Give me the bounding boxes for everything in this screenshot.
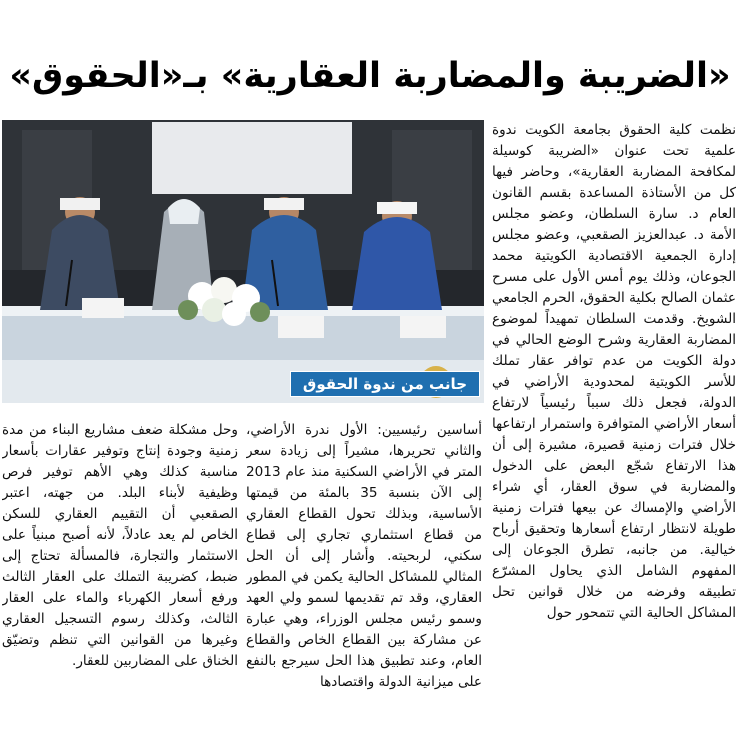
headline: «الضريبة والمضاربة العقارية» بـ«الحقوق» — [9, 56, 731, 96]
article-paragraph: وحل مشكلة ضعف مشاريع البناء من مدة زمنية وجودة إنتاج وتوفير عقارات بأسعار مناسبة كذلك وهي الأهم توفير فرص وظيفية لأبناء البلد. من جهته، اعتبر الصقعبي أن التقييم العقاري للسكن الخاص لم يعد عادلاً، لأنه أصبح مبنياً على الاستثمار والتجارة، فالمسألة تحتاج إلى ضبط، كضريبة التملك على العقار الثالث ورفع أسعار الكهرباء والماء على العقار الثالث، وكذلك رسوم التسجيل العقاري وغيرها من القوانين التي تنظم وتضيّق الخناق على المضاربين للعقار. — [2, 422, 238, 669]
article-column-middle — [246, 420, 482, 742]
event-photo — [2, 120, 484, 403]
article-paragraph: نظمت كلية الحقوق بجامعة الكويت ندوة علمية تحت عنوان «الضريبة كوسيلة لمكافحة المضاربة العقارية»، وحاضر فيها كل من الأستاذة المساعدة بقسم القانون العام د. سارة السلطان، وعضو مجلس الأمة د. عبدالعزيز الصقعبي، وعضو مجلس إدارة الجمعية الاقتصادية الكويتية محمد الجوعان، وذلك يوم أمس الأول على مسرح عثمان الصالح بكلية الحقوق، الحرم الجامعي الشويخ. وقدمت السلطان تمهيداً لموضوع المضاربة العقارية وشرح الوضع الحالي في دولة الكويت من عدم توافر عقار تملك للأسر الكويتية لمحدودية الأراضي في الدولة، فجعل ذلك سبباً رئيسياً لارتفاع أسعار الأراضي المتوافرة واستمرار ارتفاعها خلال فترات زمنية قصيرة، مشيرة إلى أن هذا الارتفاع شجّع البعض على الدخول والمضاربة في سوق العقار، أي شراء الأراضي والإمساك عن بيعها فترات زمنية طويلة لانتظار ارتفاع أسعارها وتحقيق أرباح خيالية. من جانبه، تطرق الجوعان إلى المفهوم الشامل الذي يحاول المشرّع تطبيقه وفرضه من خلال قوانين تحل المشاكل الحالية التي تتمحور حول — [492, 122, 736, 621]
article-column-left — [2, 420, 238, 742]
photo-caption: جانب من ندوة الحقوق — [290, 371, 480, 397]
article-paragraph: أساسين رئيسيين: الأول ندرة الأراضي، والثاني تحريرها، مشيراً إلى زيادة سعر المتر في الأراضي السكنية منذ عام 2013 إلى الآن بنسبة 35 بالمئة من قيمتها الأساسية، وبذلك تحول القطاع العقاري من قطاع استثماري تجاري إلى قطاع سكني، لربحيته. وأشار إلى أن الحل المثالي للمشاكل الحالية يكمن في المطور العقاري، وقد تم تقديمها لسمو ولي العهد وسمو رئيس مجلس الوزراء، وهي عبارة عن مشاركة بين القطاع الخاص والقطاع العام، وعند تطبيق هذا الحل سيرجع بالنفع على ميزانية الدولة واقتصادها — [246, 422, 482, 690]
article-column-right — [492, 120, 736, 742]
photo-illustration — [2, 120, 484, 403]
